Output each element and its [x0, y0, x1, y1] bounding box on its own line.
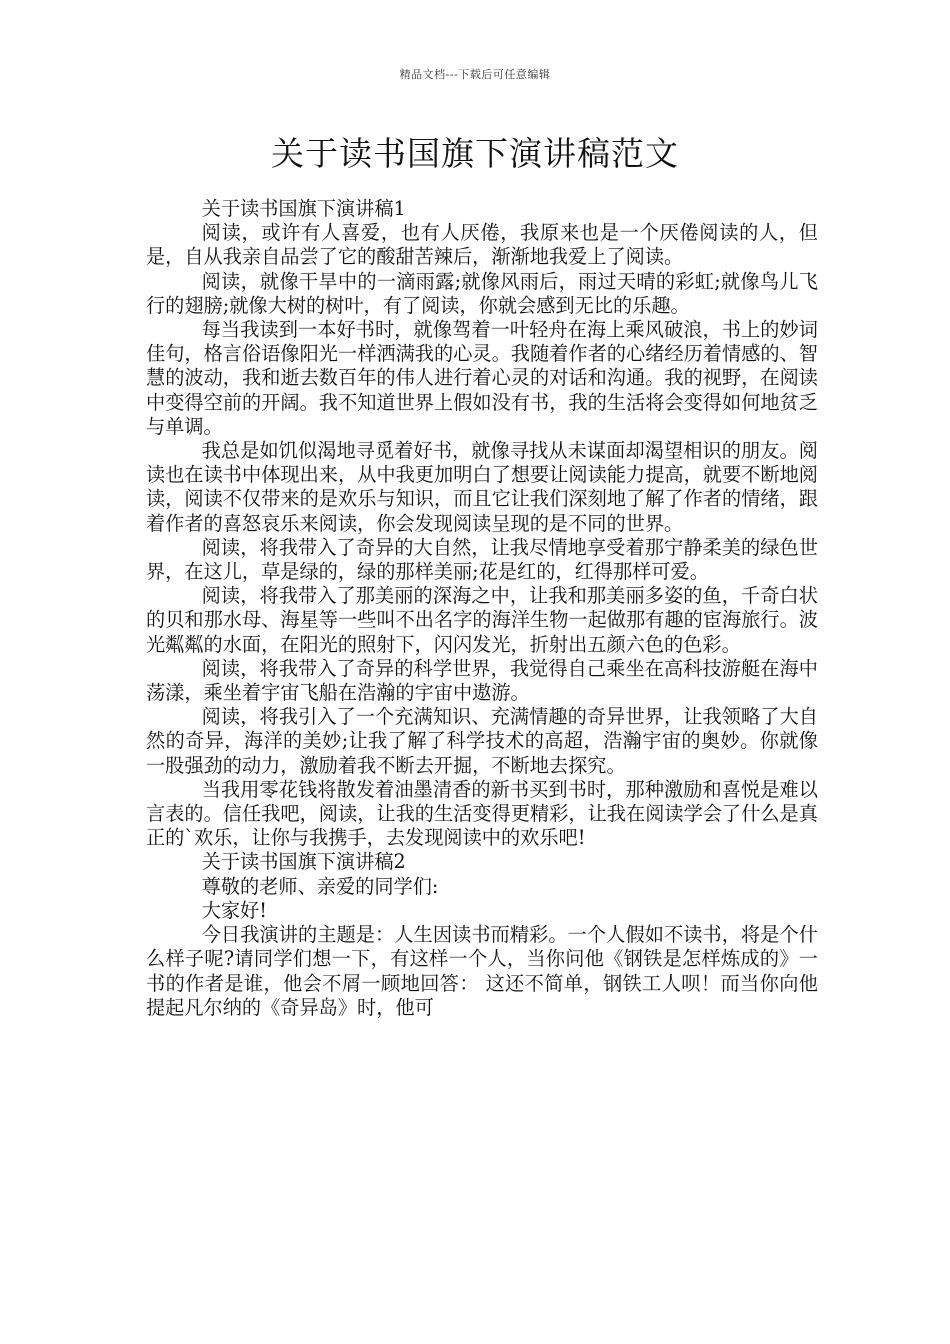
paragraph: 阅读，将我带入了那美丽的深海之中，让我和那美丽多姿的鱼，千奇白状的贝和那水母、海星等一些叫不出名字的海洋生物一起做那有趣的宦海旅行。波光粼粼的水面，在阳光的照射下，闪闪发光，折射出五颜六色的色彩。	[146, 584, 818, 656]
document-body	[146, 197, 818, 1020]
paragraph: 阅读，将我带入了奇异的大自然，让我尽情地享受着那宁静柔美的绿色世界，在这儿，草是绿的，绿的那样美丽;花是红的，红得那样可爱。	[146, 535, 818, 584]
section-heading-1: 关于读书国旗下演讲稿1	[201, 197, 406, 220]
document-title: 关于读书国旗下演讲稿范文	[271, 134, 679, 173]
header-note: 精品文档---下载后可任意编辑	[399, 68, 551, 81]
paragraph: 每当我读到一本好书时，就像驾着一叶轻舟在海上乘风破浪，书上的妙词佳句，格言俗语像阳光一样洒满我的心灵。我随着作者的心绪经历着情感的、智慧的波动，我和逝去数百年的伟人进行着心灵的对话和沟通。我的视野，在阅读中变得空前的开阔。我不知道世界上假如没有书，我的生活将会变得如何地贫乏与单调。	[146, 318, 818, 438]
paragraph: 当我用零花钱将散发着油墨清香的新书买到书时，那种激励和喜悦是难以言表的。信任我吧，阅读，让我的生活变得更精彩，让我在阅读学会了什么是真正的`欢乐，让你与我携手，去发现阅读中的欢乐吧!	[146, 777, 818, 850]
paragraph: 我总是如饥似渴地寻觅着好书，就像寻找从未谋面却渴望相识的朋友。阅读也在读书中体现出来，从中我更加明白了想要让阅读能力提高，就要不断地阅读，阅读不仅带来的是欢乐与知识，而且它让我们深刻地了解了作者的情绪，跟着作者的喜怒哀乐来阅读，你会发现阅读呈现的是不同的世界。	[146, 439, 818, 535]
paragraph: 阅读，将我带入了奇异的科学世界，我觉得自己乘坐在高科技游艇在海中荡漾，乘坐着宇宙飞船在浩瀚的宇宙中遨游。	[146, 656, 818, 705]
paragraph: 今日我演讲的主题是：人生因读书而精彩。一个人假如不读书，将是个什么样子呢?请同学们想一下，有这样一个人，当你问他《钢铁是怎样炼成的》一书的作者是谁，他会不屑一顾地回答： 这还不简单，钢铁工人呗！而当你向他提起凡尔纳的《奇异岛》时，他可	[146, 923, 818, 1019]
section-heading-2: 关于读书国旗下演讲稿2	[201, 850, 406, 874]
paragraph: 阅读，将我引入了一个充满知识、充满情趣的奇异世界，让我领略了大自然的奇异，海洋的美妙;让我了解了科学技术的高超，浩瀚宇宙的奥妙。你就像一股强劲的动力，激励着我不断去开掘，不断地去探究。	[146, 705, 818, 777]
paragraph: 阅读，就像干旱中的一滴雨露;就像风雨后，雨过天晴的彩虹;就像鸟儿飞行的翅膀;就像大树的树叶，有了阅读，你就会感到无比的乐趣。	[146, 269, 818, 317]
salutation: 尊敬的老师、亲爱的同学们:	[201, 874, 439, 898]
paragraph: 阅读，或许有人喜爱，也有人厌倦，我原来也是一个厌倦阅读的人，但是，自从我亲自品尝了它的酸甜苦辣后，渐渐地我爱上了阅读。	[146, 221, 818, 269]
greeting: 大家好!	[201, 898, 267, 922]
